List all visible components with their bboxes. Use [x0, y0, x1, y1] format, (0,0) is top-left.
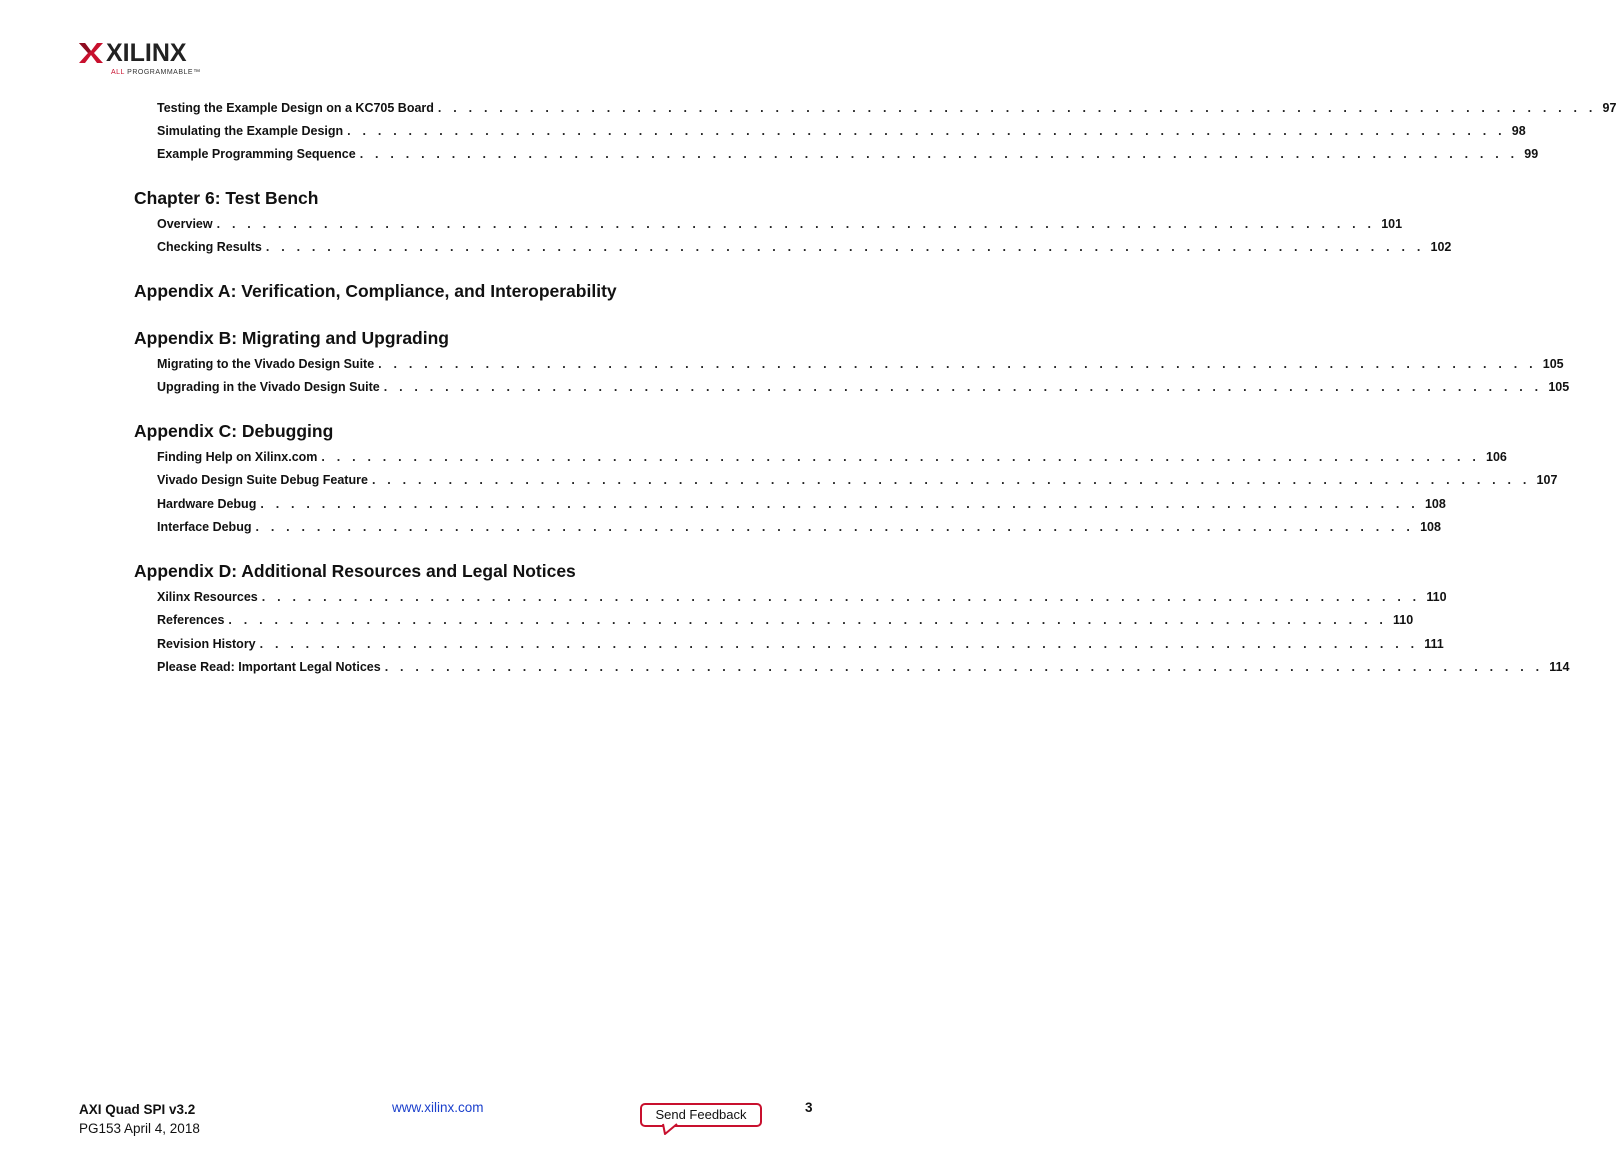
toc-entry-title: Please Read: Important Legal Notices	[157, 660, 381, 674]
toc-entry[interactable]	[157, 450, 1507, 468]
toc-entry-title: Upgrading in the Vivado Design Suite	[157, 380, 380, 394]
xilinx-logo	[79, 41, 219, 81]
toc-appendix-a-heading[interactable]: Appendix A: Verification, Compliance, and Interoperability	[134, 281, 617, 301]
toc-entry-title: Interface Debug	[157, 520, 252, 534]
toc-entry-page: 102	[1430, 240, 1452, 254]
toc-entry-title: Xilinx Resources	[157, 590, 258, 604]
toc-leader-dots: . . . . . . . . . . . . . . . . . . . . . . . . . . . . . . . . . . . . . . . . . . . . . . . . . . . . . . . . . . . . . . . . . . . . . . . . . . . .	[384, 660, 1544, 674]
toc-entry[interactable]	[157, 240, 1452, 258]
footer-doc-info	[79, 1100, 200, 1138]
toc-leader-dots: . . . . . . . . . . . . . . . . . . . . . . . . . . . . . . . . . . . . . . . . . . . . . . . . . . . . . . . . . . . . . . . . . . . . . . . . . . . .	[260, 497, 1419, 511]
footer-doc-id-date: PG153 April 4, 2018	[79, 1121, 200, 1136]
logo-tag-rest: PROGRAMMABLE	[124, 69, 194, 76]
toc-leader-dots: . . . . . . . . . . . . . . . . . . . . . . . . . . . . . . . . . . . . . . . . . . . . . . . . . . . . . . . . . . . . . . . . . . . . . . . . . . . .	[347, 124, 1506, 138]
toc-leader-dots: . . . . . . . . . . . . . . . . . . . . . . . . . . . . . . . . . . . . . . . . . . . . . . . . . . . . . . . . . . . . . . . . . . . . . . . . . . . .	[378, 357, 1537, 371]
toc-entry[interactable]	[157, 590, 1447, 608]
speech-bubble-tail-icon	[663, 1124, 683, 1136]
toc-leader-dots: . . . . . . . . . . . . . . . . . . . . . . . . . . . . . . . . . . . . . . . . . . . . . . . . . . . . . . . . . . . . . . . . . . . . . . . . . . . .	[228, 613, 1388, 627]
toc-leader-dots: . . . . . . . . . . . . . . . . . . . . . . . . . . . . . . . . . . . . . . . . . . . . . . . . . . . . . . . . . . . . . . . . . . . . . . . . . . . .	[371, 473, 1531, 487]
toc-entry-title: Migrating to the Vivado Design Suite	[157, 357, 375, 371]
toc-entry-title: Simulating the Example Design	[157, 124, 344, 138]
toc-entry-page: 99	[1524, 147, 1539, 161]
toc-leader-dots: . . . . . . . . . . . . . . . . . . . . . . . . . . . . . . . . . . . . . . . . . . . . . . . . . . . . . . . . . . . . . . . . . . . . . . . . . . . .	[437, 101, 1597, 115]
send-feedback-label: Send Feedback	[655, 1107, 747, 1122]
toc-appendix-d-heading[interactable]: Appendix D: Additional Resources and Legal Notices	[134, 561, 576, 581]
toc-entry[interactable]	[157, 357, 1564, 375]
toc-leader-dots: . . . . . . . . . . . . . . . . . . . . . . . . . . . . . . . . . . . . . . . . . . . . . . . . . . . . . . . . . . . . . . . . . . . . . . . . . . . .	[259, 637, 1419, 651]
toc-entry-page: 98	[1511, 124, 1526, 138]
toc-leader-dots: . . . . . . . . . . . . . . . . . . . . . . . . . . . . . . . . . . . . . . . . . . . . . . . . . . . . . . . . . . . . . . . . . . . . . . . . . . . .	[359, 147, 1519, 161]
toc-entry-page: 110	[1393, 613, 1414, 627]
toc-entry[interactable]	[157, 380, 1570, 398]
toc-entry-page: 106	[1486, 450, 1507, 464]
toc-entry[interactable]	[157, 101, 1616, 119]
footer-page-number: 3	[805, 1100, 813, 1115]
toc-entry-page: 105	[1548, 380, 1570, 394]
send-feedback-button[interactable]	[640, 1103, 762, 1127]
toc-entry-page: 111	[1424, 637, 1444, 651]
toc-entry-page: 97	[1602, 101, 1616, 115]
footer-doc-title: AXI Quad SPI v3.2	[79, 1102, 196, 1117]
footer-website-link[interactable]: www.xilinx.com	[392, 1100, 484, 1115]
toc-leader-dots: . . . . . . . . . . . . . . . . . . . . . . . . . . . . . . . . . . . . . . . . . . . . . . . . . . . . . . . . . . . . . . . . . . . . . . . . . . . .	[255, 520, 1415, 534]
toc-entry-page: 114	[1549, 660, 1570, 674]
toc-entry-page: 108	[1420, 520, 1441, 534]
logo-tagline	[111, 69, 201, 76]
toc-appendix-b-heading[interactable]: Appendix B: Migrating and Upgrading	[134, 328, 449, 348]
toc-entry-title: Overview	[157, 217, 213, 231]
toc-entry[interactable]	[157, 147, 1539, 165]
toc-appendix-c-heading[interactable]: Appendix C: Debugging	[134, 421, 334, 441]
toc-entry-page: 108	[1424, 497, 1446, 511]
toc-entry[interactable]	[157, 497, 1446, 515]
toc-entry-title: Finding Help on Xilinx.com	[157, 450, 318, 464]
toc-entry-title: Testing the Example Design on a KC705 Board	[157, 101, 434, 115]
toc-entry-page: 107	[1536, 473, 1558, 487]
logo-tag-tm: ™	[193, 69, 201, 76]
toc-entry-title: Vivado Design Suite Debug Feature	[157, 473, 368, 487]
toc-entry[interactable]	[157, 660, 1570, 678]
toc-entry-title: Hardware Debug	[157, 497, 257, 511]
toc-chapter-6-heading[interactable]: Chapter 6: Test Bench	[134, 188, 319, 208]
toc-entry-title: References	[157, 613, 225, 627]
toc-entry[interactable]	[157, 217, 1403, 235]
logo-wordmark: XILINX	[106, 39, 187, 67]
logo-tag-all: ALL	[111, 69, 125, 76]
toc-entry[interactable]	[157, 124, 1526, 142]
toc-entry[interactable]	[157, 613, 1414, 631]
toc-entry-page: 101	[1381, 217, 1403, 231]
toc-entry-title: Checking Results	[157, 240, 262, 254]
toc-leader-dots: . . . . . . . . . . . . . . . . . . . . . . . . . . . . . . . . . . . . . . . . . . . . . . . . . . . . . . . . . . . . . . . . . . . . . . . . . . . .	[383, 380, 1543, 394]
toc-entry-title: Revision History	[157, 637, 256, 651]
toc-entry[interactable]	[157, 520, 1441, 538]
toc-leader-dots: . . . . . . . . . . . . . . . . . . . . . . . . . . . . . . . . . . . . . . . . . . . . . . . . . . . . . . . . . . . . . . . . . . . . . . . . . . . .	[261, 590, 1421, 604]
toc-leader-dots: . . . . . . . . . . . . . . . . . . . . . . . . . . . . . . . . . . . . . . . . . . . . . . . . . . . . . . . . . . . . . . . . . . . . . . . . . . . .	[216, 217, 1376, 231]
toc-entry[interactable]	[157, 473, 1558, 491]
xilinx-logo-icon	[79, 41, 103, 65]
toc-entry[interactable]	[157, 637, 1444, 655]
toc-entry-title: Example Programming Sequence	[157, 147, 356, 161]
toc-leader-dots: . . . . . . . . . . . . . . . . . . . . . . . . . . . . . . . . . . . . . . . . . . . . . . . . . . . . . . . . . . . . . . . . . . . . . . . . . . . .	[265, 240, 1425, 254]
toc-leader-dots: . . . . . . . . . . . . . . . . . . . . . . . . . . . . . . . . . . . . . . . . . . . . . . . . . . . . . . . . . . . . . . . . . . . . . . . . . . . .	[321, 450, 1481, 464]
toc-entry-page: 105	[1542, 357, 1564, 371]
toc-entry-page: 110	[1426, 590, 1447, 604]
